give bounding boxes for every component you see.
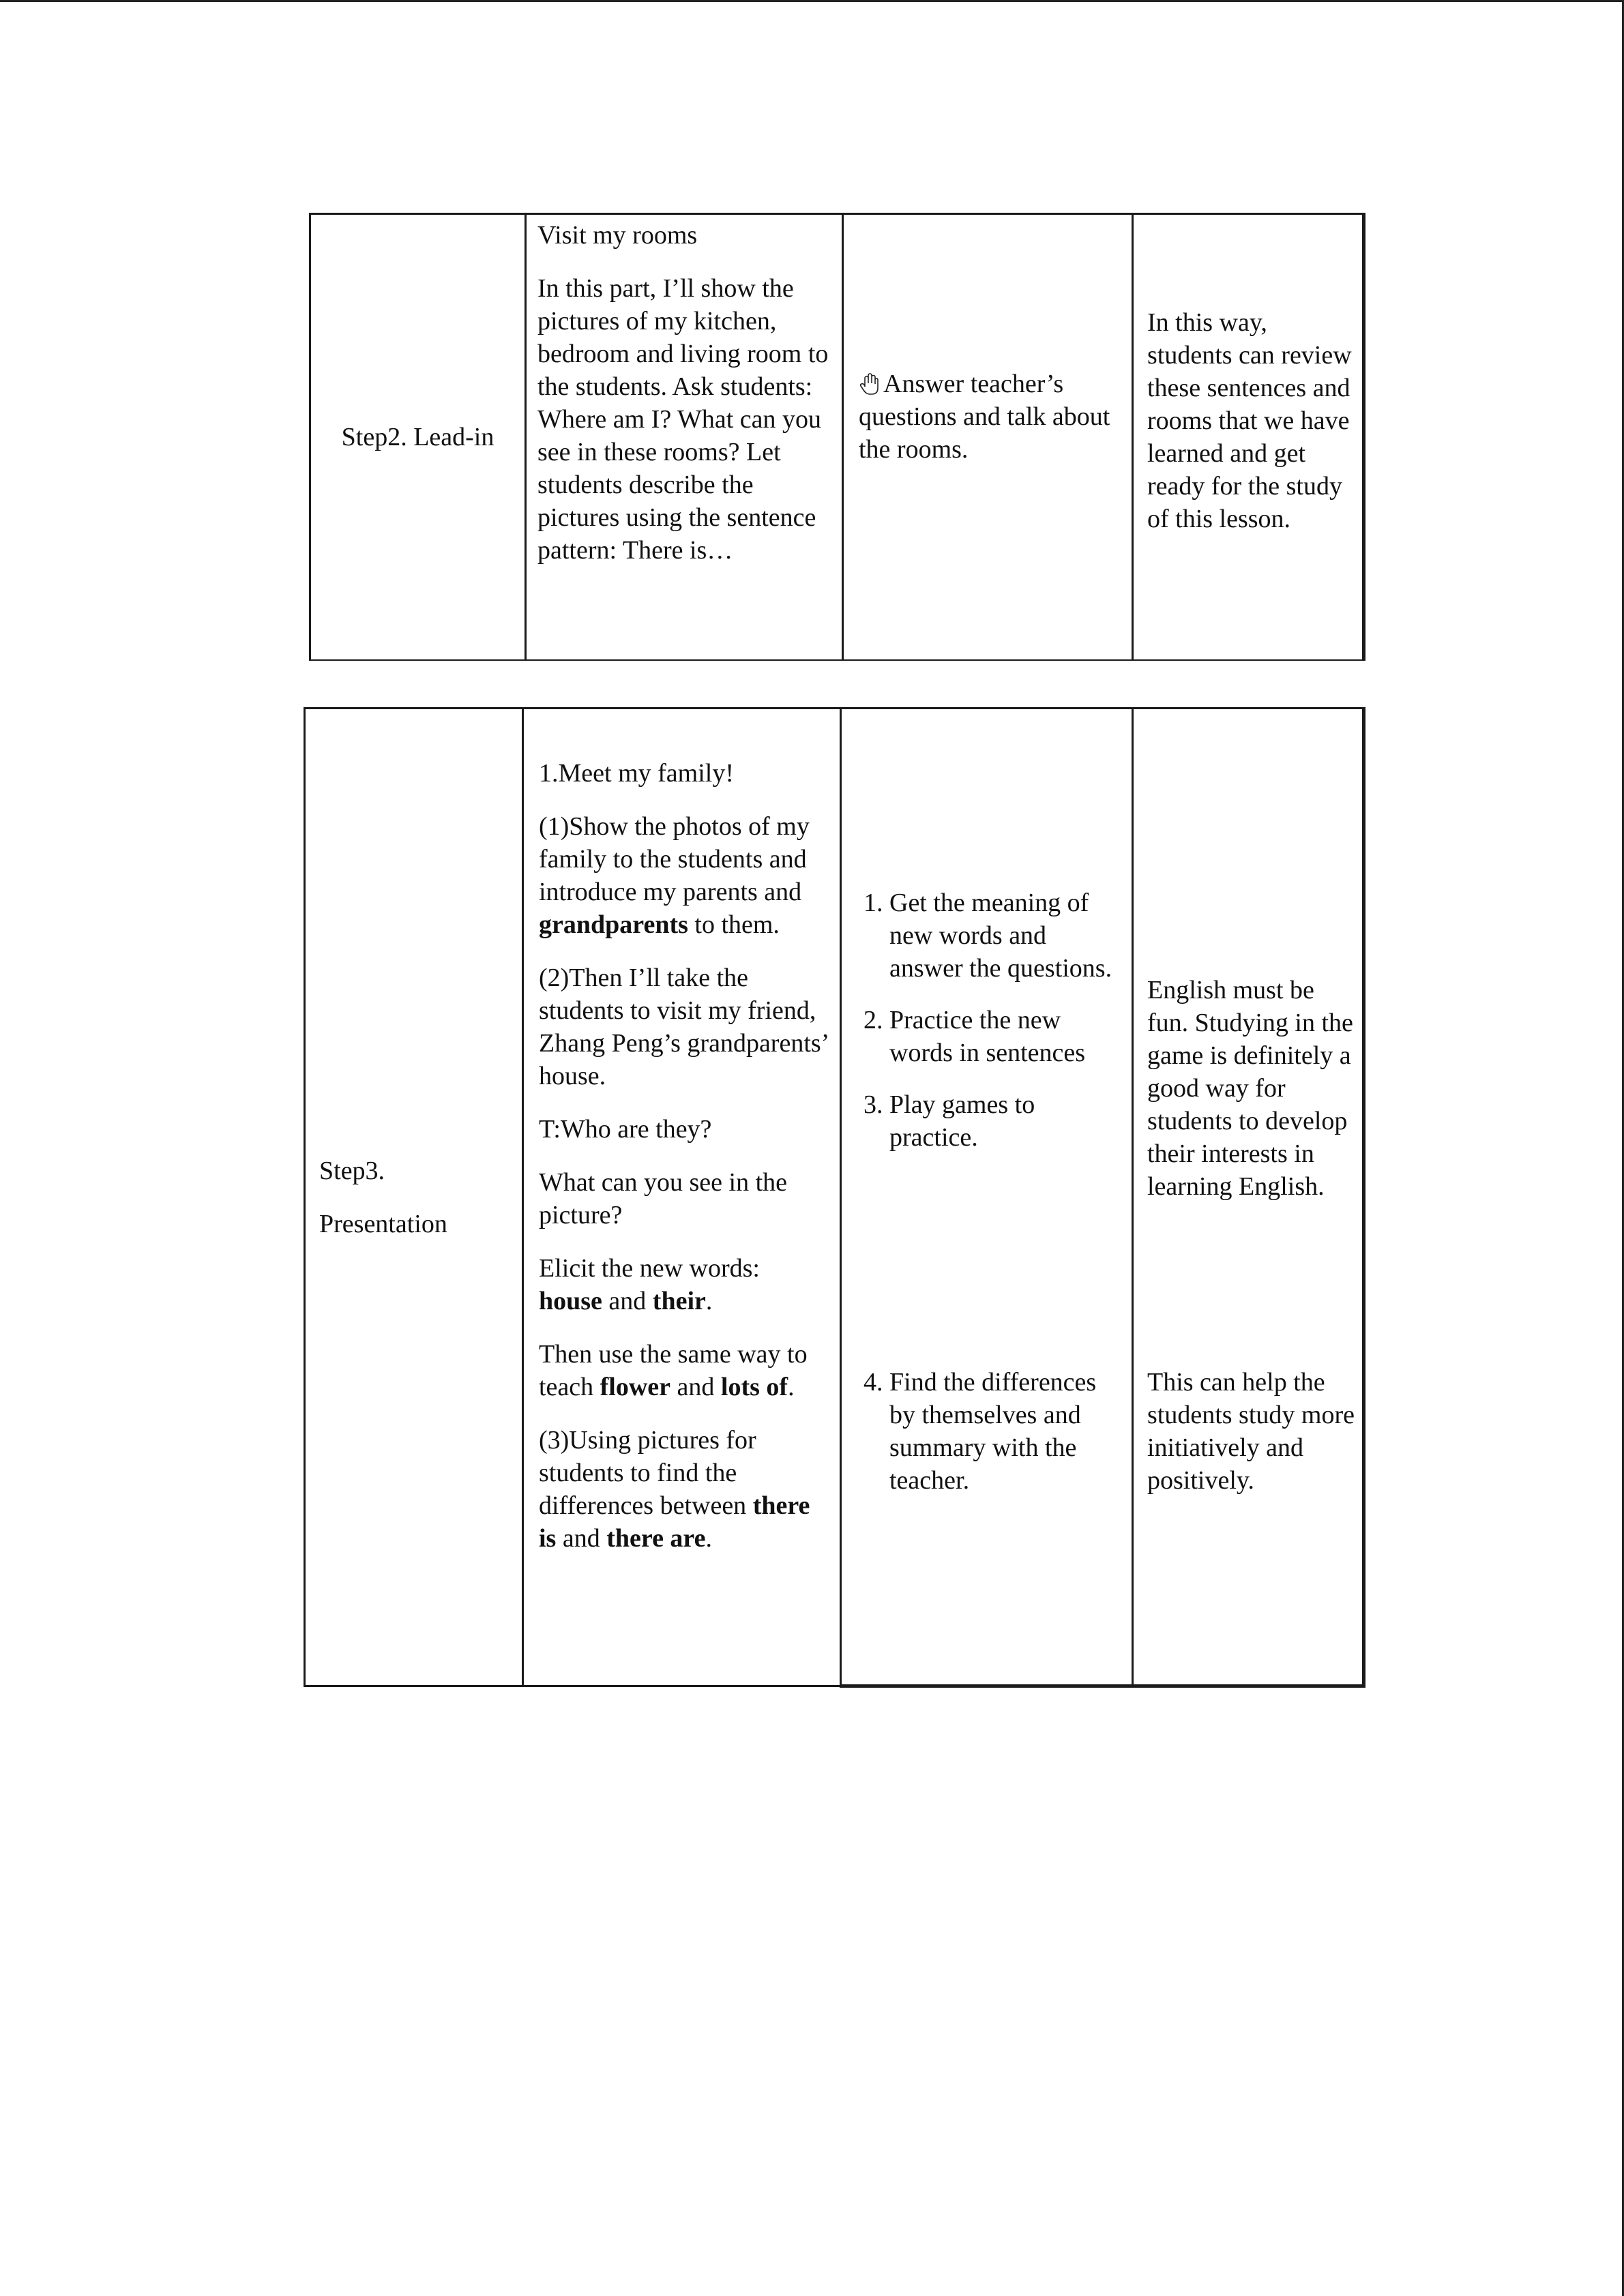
teacher-question: What can you see in the picture? bbox=[539, 1168, 788, 1229]
purpose-text: In this way, students can review these sentences and rooms that we have learned and get ready for the study of this lesson. bbox=[1147, 308, 1352, 533]
purpose-cell bbox=[1133, 1366, 1364, 1686]
teacher-paragraph: (1)Show the photos of my family to the students and introduce my parents and grandparents to them. bbox=[539, 812, 810, 939]
step-label-cell bbox=[305, 709, 523, 1686]
teacher-paragraph: (2)Then I’ll take the students to visit my friend, Zhang Peng’s grandparents’ house. bbox=[539, 964, 828, 1090]
teacher-activity-cell bbox=[523, 709, 841, 1686]
table-row bbox=[305, 709, 1364, 1366]
step2-label: Step2. Lead-in bbox=[341, 422, 494, 451]
teacher-step-title: 1.Meet my family! bbox=[539, 759, 734, 788]
student-activity: Answer teacher’s questions and talk about the rooms. bbox=[859, 369, 1110, 464]
lesson-table-step3 bbox=[304, 707, 1365, 1688]
purpose-text: English must be fun. Studying in the game is definitely a good way for students to develop their interests in learning English. bbox=[1147, 976, 1353, 1201]
list-item: 1. Get the meaning of new words and answer the questions. bbox=[889, 886, 1125, 985]
step-label-cell bbox=[310, 214, 526, 660]
student-activity-cell bbox=[843, 214, 1133, 660]
purpose-cell bbox=[1133, 214, 1364, 660]
teacher-paragraph: (3)Using pictures for students to find the differences between there is and there are. bbox=[539, 1426, 810, 1553]
list-item: 3. Play games to practice. bbox=[889, 1088, 1125, 1154]
page-top-border bbox=[0, 0, 1624, 2]
list-item: 4. Find the differences by themselves and summary with the teacher. bbox=[889, 1366, 1125, 1497]
student-activity-list bbox=[851, 886, 1125, 1154]
student-activity-cell bbox=[841, 709, 1133, 1366]
student-activity-cell bbox=[841, 1366, 1133, 1686]
teacher-question: T:Who are they? bbox=[539, 1115, 712, 1144]
step3-label-line2: Presentation bbox=[319, 1209, 447, 1238]
student-activity-list bbox=[851, 1366, 1125, 1497]
hand-cursor-icon bbox=[859, 372, 882, 396]
student-activity-text bbox=[859, 368, 1121, 466]
teacher-activity-cell bbox=[526, 214, 843, 660]
teacher-paragraph: Then use the same way to teach flower and lots of. bbox=[539, 1340, 808, 1401]
activity-title: Visit my rooms bbox=[537, 221, 698, 250]
teacher-paragraph: Elicit the new words: house and their. bbox=[539, 1254, 760, 1315]
lesson-table-step2 bbox=[309, 213, 1365, 661]
activity-body: In this part, I’ll show the pictures of my kitchen, bedroom and living room to the students. Ask students: Where am I? What can you see in these rooms? Let students describe the pictures using the sentence pattern: There is… bbox=[537, 274, 829, 565]
list-item: 2. Practice the new words in sentences bbox=[889, 1004, 1125, 1069]
step3-label-line1: Step3. bbox=[319, 1156, 385, 1185]
purpose-cell bbox=[1133, 709, 1364, 1366]
table-row bbox=[310, 214, 1364, 660]
purpose-text: This can help the students study more initiatively and positively. bbox=[1147, 1367, 1355, 1495]
